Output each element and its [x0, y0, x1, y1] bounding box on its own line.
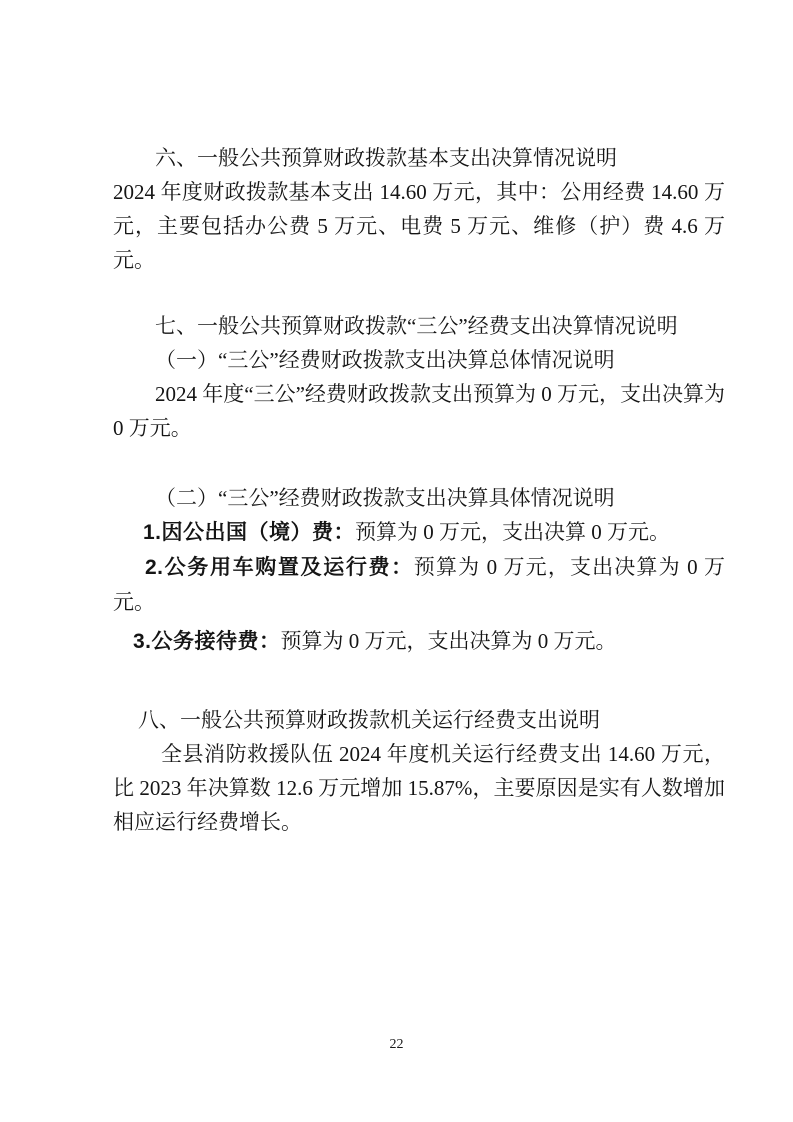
- section-8-heading: 八、一般公共预算财政拨款机关运行经费支出说明: [138, 708, 600, 732]
- section-8-paragraph: 全县消防救援队伍 2024 年度机关运行经费支出 14.60 万元，比 2023 年决算数 12.6 万元增加 15.87%，主要原因是实有人数增加相应运行经费增长。: [113, 742, 725, 834]
- section-7-heading: 七、一般公共预算财政拨款“三公”经费支出决算情况说明: [155, 314, 678, 338]
- expense-item-abroad: [113, 515, 725, 550]
- expense-item-reception-label: 3.公务接待费：: [133, 630, 281, 653]
- section-7-sub1-paragraph: 2024 年度“三公”经费财政拨款支出预算为 0 万元，支出决算为 0 万元。: [113, 382, 725, 440]
- section-7-sub2-heading: （二）“三公”经费财政拨款支出决算具体情况说明: [155, 486, 615, 510]
- expense-item-vehicle-label: 2.公务用车购置及运行费：: [145, 556, 414, 579]
- expense-item-abroad-text: 预算为 0 万元，支出决算 0 万元。: [355, 520, 671, 544]
- document-content: [113, 141, 725, 839]
- section-6-heading: 六、一般公共预算财政拨款基本支出决算情况说明: [155, 146, 617, 170]
- expense-item-vehicle-text: 预算为 0 万元，支出决算为 0 万元。: [113, 555, 726, 614]
- expense-item-reception: [113, 624, 725, 659]
- expense-item-reception-text: 预算为 0 万元，支出决算为 0 万元。: [280, 629, 617, 653]
- page-number: 22: [389, 1037, 404, 1052]
- section-6-paragraph: 2024 年度财政拨款基本支出 14.60 万元，其中：公用经费 14.60 万元，主要包括办公费 5 万元、电费 5 万元、维修（护）费 4.6 万元。: [113, 180, 725, 272]
- expense-item-vehicle: [113, 550, 725, 619]
- expense-item-abroad-label: 1.因公出国（境）费：: [143, 521, 356, 544]
- section-7-sub1-heading: （一）“三公”经费财政拨款支出决算总体情况说明: [155, 348, 615, 372]
